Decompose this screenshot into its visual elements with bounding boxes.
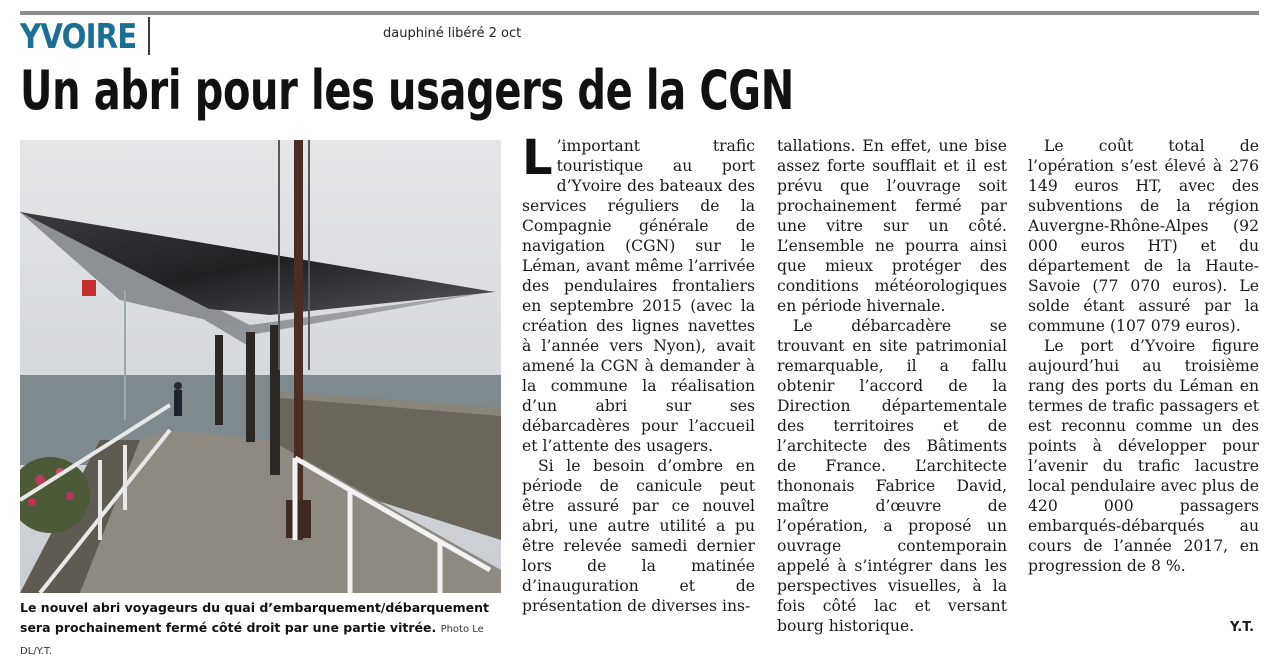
photo-flag (82, 280, 96, 296)
source-note: dauphiné libéré 2 oct (383, 26, 522, 41)
article-column-1 (522, 130, 755, 616)
photo-caption (20, 598, 505, 662)
paragraph: Le débarcadère se trouvant en site patrimonial remarquable, il a fallu obtenir l’accord de la Direction départementale des territoires et de l’architecte des Bâtiments de France. L’architecte thononais Fabrice David, maître d’œuvre de l’opération, a proposé un ouvrage contemporain appelé à s’intégrer dans les perspectives visuelles, à la fois côté lac et versant bourg historique. (777, 317, 1007, 635)
section-label: YVOIRE (20, 17, 137, 57)
article-column-3 (1028, 136, 1259, 576)
byline: Y.T. (1230, 620, 1255, 635)
caption-text: Le nouvel abri voyageurs du quai d’embarquement/débarquement sera prochainement fermé côté droit par une partie vitrée. (20, 600, 490, 635)
paragraph: L ’important trafic touristique au port d’Yvoire des bateaux des services réguliers de la Compagnie générale de navigation (CGN) sur le Léman, avant même l’arrivée des pendulaires frontaliers en septembre 2015 (avec la création des lignes navettes à l’année vers Nyon), avait amené la CGN à demander à la commune la réalisation d’un abri sur ses débarcadères pour l’accueil et l’attente des usagers. (522, 130, 755, 455)
photo-credit: Photo Le DL/Y.T. (20, 624, 484, 657)
photo-column (215, 335, 223, 425)
top-rule (20, 11, 1259, 15)
photo-person (174, 390, 182, 416)
paragraph: Le port d’Yvoire figure aujourd’hui au troisième rang des ports du Léman en termes de trafic passagers et est reconnu comme un des points à développer pour l’avenir du trafic lacustre local pendulaire avec plus de 420 000 passagers embarqués-débarqués au cours de l’année 2017, en progression de 8 %. (1028, 337, 1259, 575)
article-column-2 (777, 136, 1007, 636)
paragraph: Le coût total de l’opération s’est élevé à 276 149 euros HT, avec des subventions de la région Auvergne-Rhône-Alpes (92 000 euros HT) et du département de la Haute-Savoie (77 070 euros). Le solde étant assuré par la commune (107 079 euros). (1028, 137, 1259, 335)
paragraph: Si le besoin d’ombre en période de canicule peut être assuré par ce nouvel abri, une autre utilité a pu être relevée samedi dernier lors de la matinée d’inauguration et de présentation de diverses ins- (522, 457, 755, 615)
drop-cap: L (522, 130, 553, 186)
article-photo (20, 140, 501, 593)
section-divider (148, 17, 150, 55)
headline: Un abri pour les usagers de la CGN (20, 59, 794, 122)
paragraph: tallations. En effet, une bise assez forte soufflait et il est prévu que l’ouvrage soit prochainement fermé par une vitre sur un côté. L’ensemble ne pourra ainsi que mieux protéger des conditions météorologiques en période hivernale. (777, 137, 1007, 315)
